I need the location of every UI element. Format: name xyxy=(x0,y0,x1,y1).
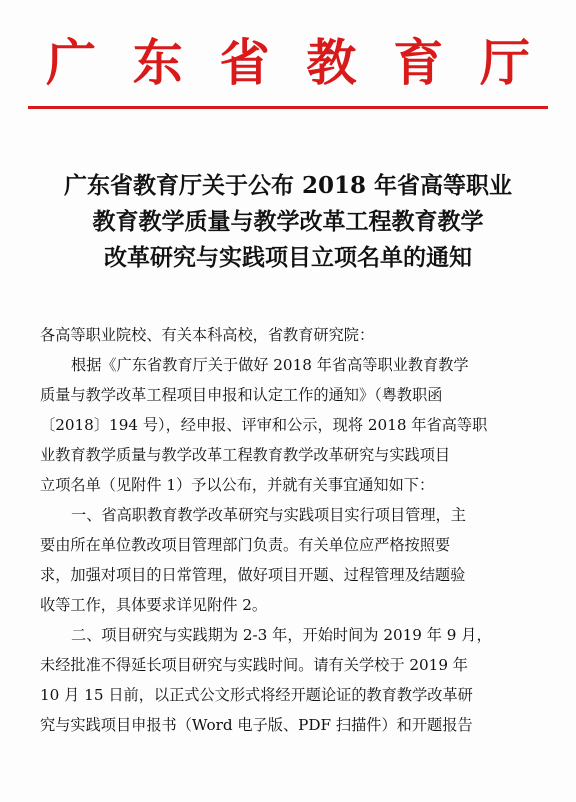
body-line: 10 月 15 日前，以正式公文形式将经开题论证的教育教学改革研 xyxy=(40,686,473,704)
body-line: 究与实践项目申报书（Word 电子版、PDF 扫描件）和开题报告 xyxy=(40,716,473,734)
body-line: 一、省高职教育教学改革研究与实践项目实行项目管理，主 xyxy=(71,506,466,524)
letterhead xyxy=(30,28,546,98)
body-line: 未经批准不得延长项目研究与实践时间。请有关学校于 2019 年 xyxy=(40,656,468,674)
letterhead-char: 育 xyxy=(393,33,444,92)
body-line: 求，加强对项目的日常管理，做好项目开题、过程管理及结题验 xyxy=(40,566,466,584)
body-line: 二、项目研究与实践期为 2-3 年，开始时间为 2019 年 9 月， xyxy=(71,626,492,644)
body-line: 立项名单（见附件 1）予以公布，并就有关事宜通知如下： xyxy=(40,476,435,494)
letterhead-char: 省 xyxy=(219,33,270,92)
title-line: 改革研究与实践项目立项名单的通知 xyxy=(104,244,472,271)
letterhead-char: 厅 xyxy=(479,33,530,92)
document-body xyxy=(40,320,540,740)
letterhead-char: 教 xyxy=(306,33,357,92)
letterhead-divider xyxy=(28,106,548,109)
letterhead-char: 广 xyxy=(46,33,96,92)
body-line: 根据《广东省教育厅关于做好 2018 年省高等职业教育教学 xyxy=(71,356,469,374)
salutation: 各高等职业院校、有关本科高校，省教育研究院： xyxy=(40,326,375,344)
title-line: 教育教学质量与教学改革工程教育教学 xyxy=(92,208,484,235)
document-title xyxy=(36,168,540,276)
body-line: 质量与教学改革工程项目申报和认定工作的通知》（粤教职函 xyxy=(40,386,443,404)
body-line: 〔2018〕194 号），经申报、评审和公示，现将 2018 年省高等职 xyxy=(40,416,488,434)
title-line: 广东省教育厅关于公布 2018 年省高等职业 xyxy=(63,172,513,199)
body-line: 业教育教学质量与教学改革工程教育教学改革研究与实践项目 xyxy=(40,446,451,464)
letterhead-char: 东 xyxy=(132,33,183,92)
body-line: 要由所在单位教改项目管理部门负责。有关单位应严格按照要 xyxy=(40,536,451,554)
body-line: 收等工作，具体要求详见附件 2。 xyxy=(40,596,268,614)
